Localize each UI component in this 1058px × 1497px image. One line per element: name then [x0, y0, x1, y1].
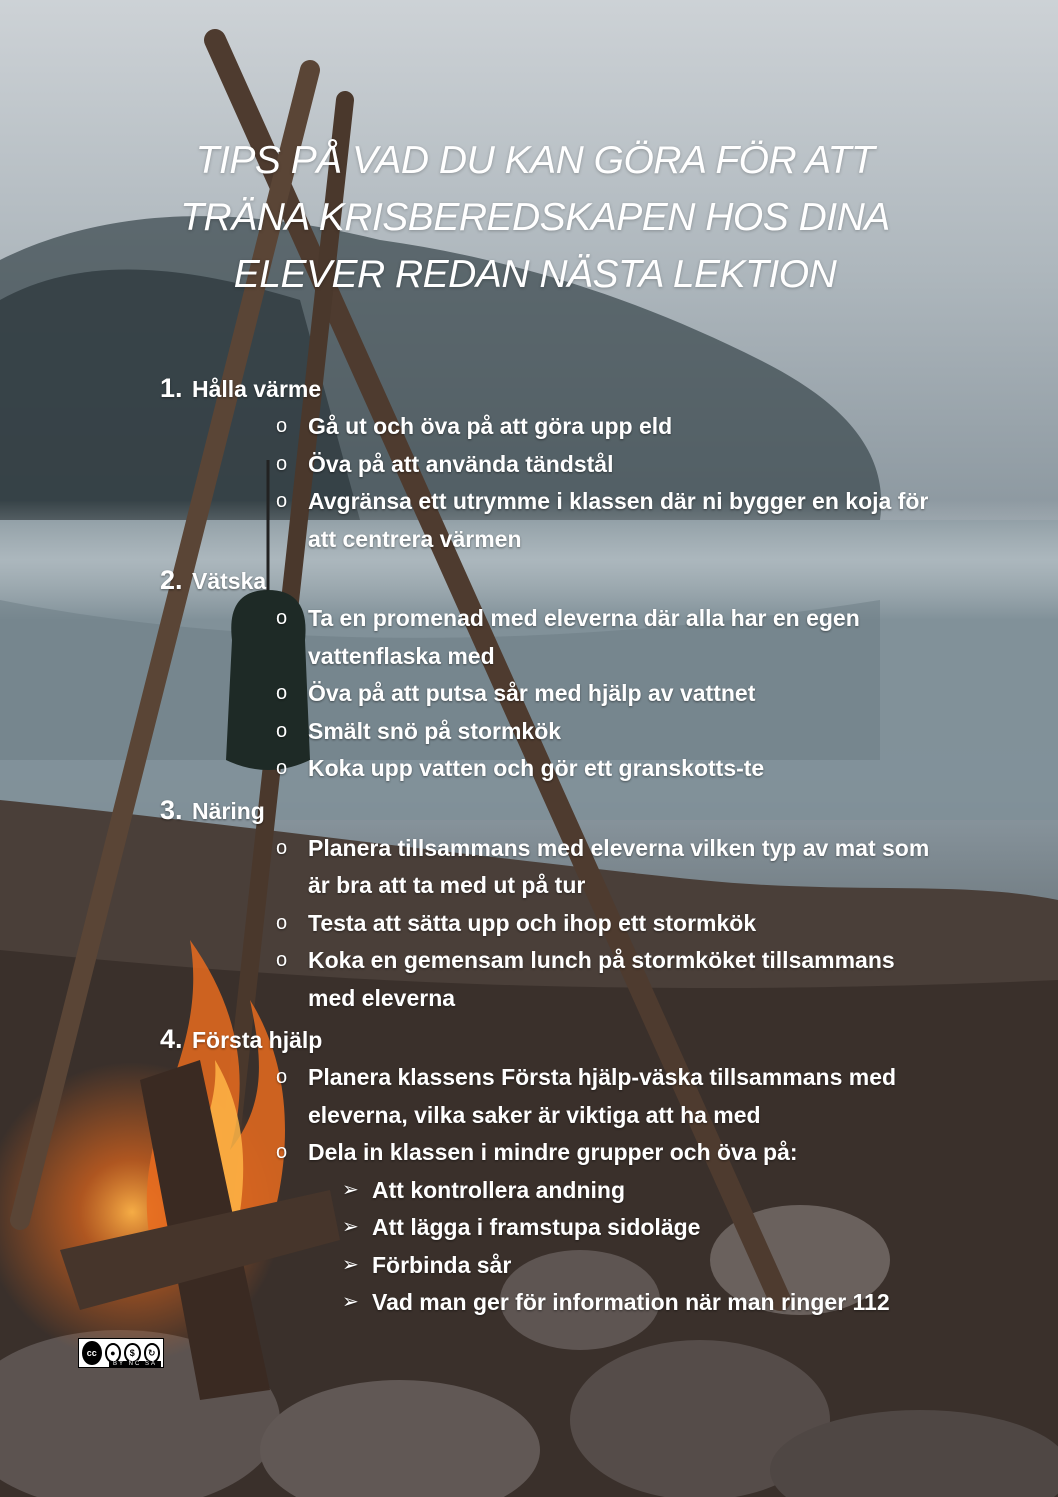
list-item: o Öva på att putsa sår med hjälp av vattnet: [160, 675, 950, 713]
section-forsta-hjalp: [160, 1021, 950, 1322]
list-item: o Testa att sätta upp och ihop ett stormkök: [160, 905, 950, 943]
title-line: ELEVER REDAN NÄSTA LEKTION: [233, 253, 837, 296]
page-title: [130, 132, 940, 303]
sa-icon: ↻: [144, 1343, 160, 1363]
list-item: o Avgränsa ett utrymme i klassen där ni bygger en koja för att centrera värmen: [160, 483, 950, 558]
arrow-bullet-icon: ➢: [342, 1178, 359, 1201]
license-tags: BY NC SA: [109, 1361, 161, 1367]
section-halla-varme: [160, 370, 950, 558]
title-line: TIPS PÅ VAD DU KAN GÖRA FÖR ATT: [195, 139, 875, 182]
section-title: Första hjälp: [192, 1027, 323, 1053]
section-title: Hålla värme: [192, 376, 322, 402]
section-title: Vätska: [192, 568, 267, 594]
list-item: o Dela in klassen i mindre grupper och öva på: ➢ Att kontrollera andning ➢ Att lägga i framstupa sidoläge ➢ Förbinda sår ➢ Vad man ger för information när man ringer 112: [160, 1134, 950, 1322]
bullet-icon: o: [276, 757, 288, 779]
list-item: o Öva på att använda tändstål: [160, 446, 950, 484]
creative-commons-license-badge[interactable]: [78, 1338, 164, 1368]
section-number: 3.: [160, 794, 183, 825]
sub-list: [308, 1172, 930, 1322]
by-icon: ●: [105, 1343, 121, 1363]
list-item: o Smält snö på stormkök: [160, 713, 950, 751]
list-item: o Gå ut och öva på att göra upp eld: [160, 408, 950, 446]
section-naring: [160, 792, 950, 1018]
bullet-icon: o: [276, 949, 288, 971]
arrow-bullet-icon: ➢: [342, 1253, 359, 1276]
sub-list-item: ➢ Vad man ger för information när man ringer 112: [308, 1284, 930, 1322]
nc-icon: $: [124, 1343, 140, 1363]
arrow-bullet-icon: ➢: [342, 1216, 359, 1238]
list-item: o Planera tillsammans med eleverna vilken typ av mat som är bra att ta med ut på tur: [160, 830, 950, 905]
section-title: Näring: [192, 797, 265, 824]
section-number: 4.: [160, 1024, 183, 1054]
sub-list-item: ➢ Att lägga i framstupa sidoläge: [308, 1209, 930, 1247]
arrow-bullet-icon: ➢: [342, 1291, 359, 1313]
list-item: o Planera klassens Första hjälp-väska tillsammans med eleverna, vilka saker är viktiga att ha med: [160, 1059, 950, 1134]
list-item: o Koka en gemensam lunch på stormköket tillsammans med eleverna: [160, 942, 950, 1017]
section-vatska: [160, 562, 950, 788]
bullet-icon: o: [276, 490, 288, 512]
list-item: o Koka upp vatten och gör ett granskotts-te: [160, 750, 950, 788]
section-number: 2.: [160, 565, 183, 595]
cc-icon: cc: [82, 1341, 102, 1365]
title-line: TRÄNA KRISBEREDSKAPEN HOS DINA: [180, 196, 890, 239]
bullet-icon: o: [276, 682, 288, 704]
bullet-icon: o: [276, 415, 288, 437]
sub-list-item: ➢ Att kontrollera andning: [308, 1172, 930, 1210]
bullet-icon: o: [276, 836, 288, 859]
list-item: o Ta en promenad med eleverna där alla har en egen vattenflaska med: [160, 600, 950, 675]
sub-list-item: ➢ Förbinda sår: [308, 1247, 930, 1285]
section-number: 1.: [160, 373, 183, 403]
tips-list: [160, 370, 950, 1322]
bullet-icon: o: [276, 1141, 288, 1163]
bullet-icon: o: [276, 607, 288, 629]
bullet-icon: o: [276, 911, 288, 934]
bullet-icon: o: [276, 452, 288, 475]
bullet-icon: o: [276, 1066, 288, 1088]
bullet-icon: o: [276, 719, 288, 742]
